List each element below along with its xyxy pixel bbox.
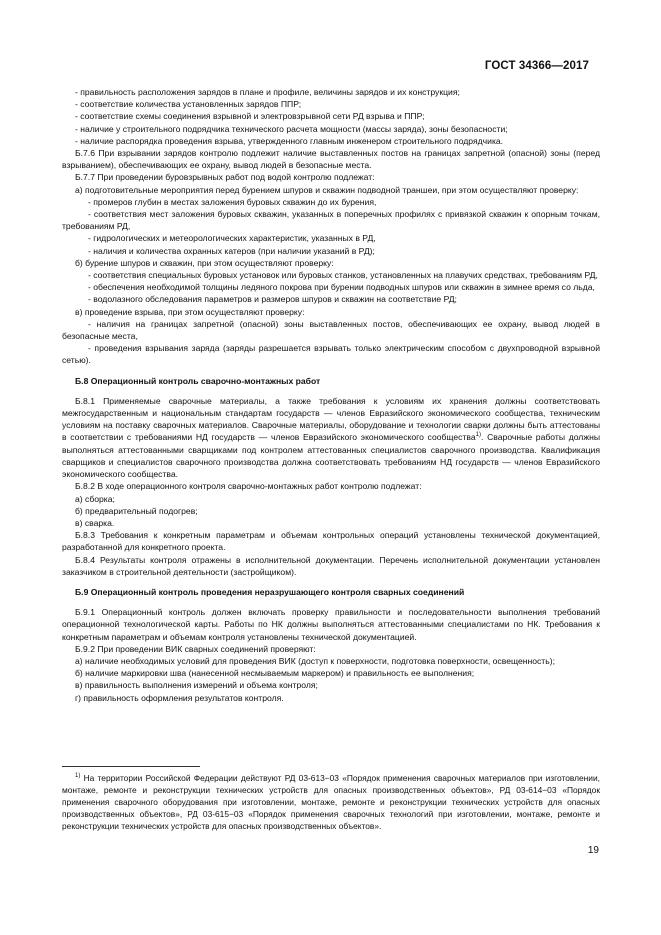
clause-b-7-7: Б.7.7 При проведении буровзрывных работ под водой контролю подлежат: [75,172,375,183]
list-item: - соответствия специальных буровых установок или буровых станков, установленных на плавучих средствах, требованиям РД, [88,270,598,281]
list-item: г) правильность оформления результатов контроля. [75,692,284,703]
list-item: б) предварительный подогрев; [75,505,198,516]
list-item: - наличие распорядка проведения взрыва, утвержденного главным инженером строительного подрядчика. [75,135,504,146]
clause-b-8-2: Б.8.2 В ходе операционного контроля сварочно-монтажных работ контролю подлежат: [75,481,422,492]
clause-b-8-1-text: Б.8.1 Применяемые сварочные материалы, а также требования к условиям их хранения должны соответствовать межгосударственным и национальным стандартам государств — членов Евразийского экономического сообщества, техническим условиям на поставку сварочных материалов. Сварочные материалы, оборудование и технологии сварки должны быть аттестованы в соответствии с требованиями НД государств — членов Евразийского экономического сообщества [62,395,600,443]
list-item: - соответствие схемы соединения взрывной и электровзрывной сети РД взрыва и ППР; [75,111,425,122]
clause-b-9-1: Б.9.1 Операционный контроль должен включать проверку правильности и последовательности выполнения требований операционной технологической карты. Работы по НК должны выполняться аттестованными специалистами по НК. Требования к конкретным параметрам и объемам контроля установлены технической документацией. [62,607,600,642]
main-text [62,86,600,704]
footnote-marker: 1) [75,773,81,780]
list-item: - проведения взрывания заряда (заряды разрешается взрывать только электрическим способом с двухпроводной взрывной сетью). [62,343,600,366]
clause-b-8-1-text-cont: . Сварочные работы должны выполняться аттестованными сварщиками под контролем аттестованных специалистов сварочного производства. Квалификация сварщиков и специалистов сварочного производства должна соответствовать требованиям НД государств — членов Евразийского экономического сообщества. [62,432,600,480]
clause-b-7-6: Б.7.6 При взрывании зарядов контролю подлежит наличие выставленных постов на границах запретной (опасной) зоны (перед взрыванием), обеспечивающих ее охрану, вывод людей в безопасные места. [62,148,600,171]
list-item: - гидрологических и метеорологических характеристик, указанных в РД, [88,233,376,244]
list-item: - наличия и количества охранных катеров (при наличии указаний в РД); [88,245,375,256]
list-item: в) сварка. [75,517,115,528]
list-item: - наличие у строительного подрядчика технического расчета мощности (массы заряда), зоны безопасности; [75,123,508,134]
footnote-reference: 1) [475,432,482,439]
list-item: - водолазного обследования параметров и размеров шпуров и скважин на соответствие РД; [88,294,457,305]
footnote-text: На территории Российской Федерации действуют РД 03-613−03 «Порядок применения сварочных материалов при изготовлении, монтаже, ремонте и реконструкции технических устройств для опасных производственных объектов», РД 03-614−03 «Порядок применения сварочного оборудования при изготовлении, монтаже, ремонте и реконструкции технических устройств для опасных производственных объектов», РД 03-615−03 «Порядок применения сварочных технологий при изготовлении, монтаже, ремонте и реконструкции технических устройств для опасных производственных объектов». [62,773,600,831]
list-item: а) подготовительные мероприятия перед бурением шпуров и скважин подводной траншеи, при этом осуществляют проверку: [75,184,579,195]
clause-b-9-2: Б.9.2 При проведении ВИК сварных соединений проверяют: [75,643,316,654]
list-item: - правильность расположения зарядов в плане и профиле, величины зарядов и их конструкция; [75,87,460,97]
list-item: - соответствия мест заложения буровых скважин, указанных в поперечных профилях с привязкой скважин к опорным точкам, требованиям РД, [62,209,600,232]
clause-b-8-1 [62,395,600,480]
clause-b-8-4: Б.8.4 Результаты контроля отражены в исполнительной документации. Перечень исполнительной документации установлен заказчиком в строительной деятельности (застройщиком). [62,554,600,577]
list-item: - промеров глубин в местах заложения буровых скважин до их бурения, [88,196,377,207]
page-number: 19 [587,845,599,856]
document-id-header: ГОСТ 34366—2017 [484,60,589,72]
list-item: а) наличие необходимых условий для проведения ВИК (доступ к поверхности, подготовка поверхности, освещенность); [75,655,555,666]
footnote [62,772,600,832]
list-item: б) наличие маркировки шва (нанесенной несмываемым маркером) и правильность ее выполнения; [75,668,475,679]
list-item: - соответствие количества установленных зарядов ППР; [75,99,302,110]
clause-b-8-3: Б.8.3 Требования к конкретным параметрам и объемам контрольных операций установлены технической документацией, разработанной для конкретного проекта. [62,530,600,553]
list-item: в) проведение взрыва, при этом осуществляют проверку: [75,306,305,317]
list-item: б) бурение шпуров и скважин, при этом осуществляют проверку: [75,257,334,268]
list-item: - обеспечения необходимой толщины ледяного покрова при бурении подводных шпуров или скважин в зимнее время со льда, [88,282,595,293]
list-item: в) правильность выполнения измерений и объема контроля; [75,680,318,691]
section-heading-b-9: Б.9 Операционный контроль проведения неразрушающего контроля сварных соединений [75,586,465,597]
list-item: - наличия на границах запретной (опасной) зоны выставленных постов, обеспечивающих ее охрану, вывод людей в безопасные места, [62,318,600,342]
section-heading-b-8: Б.8 Операционный контроль сварочно-монтажных работ [75,375,321,386]
list-item: а) сборка; [75,493,115,504]
footnote-divider [62,766,200,767]
